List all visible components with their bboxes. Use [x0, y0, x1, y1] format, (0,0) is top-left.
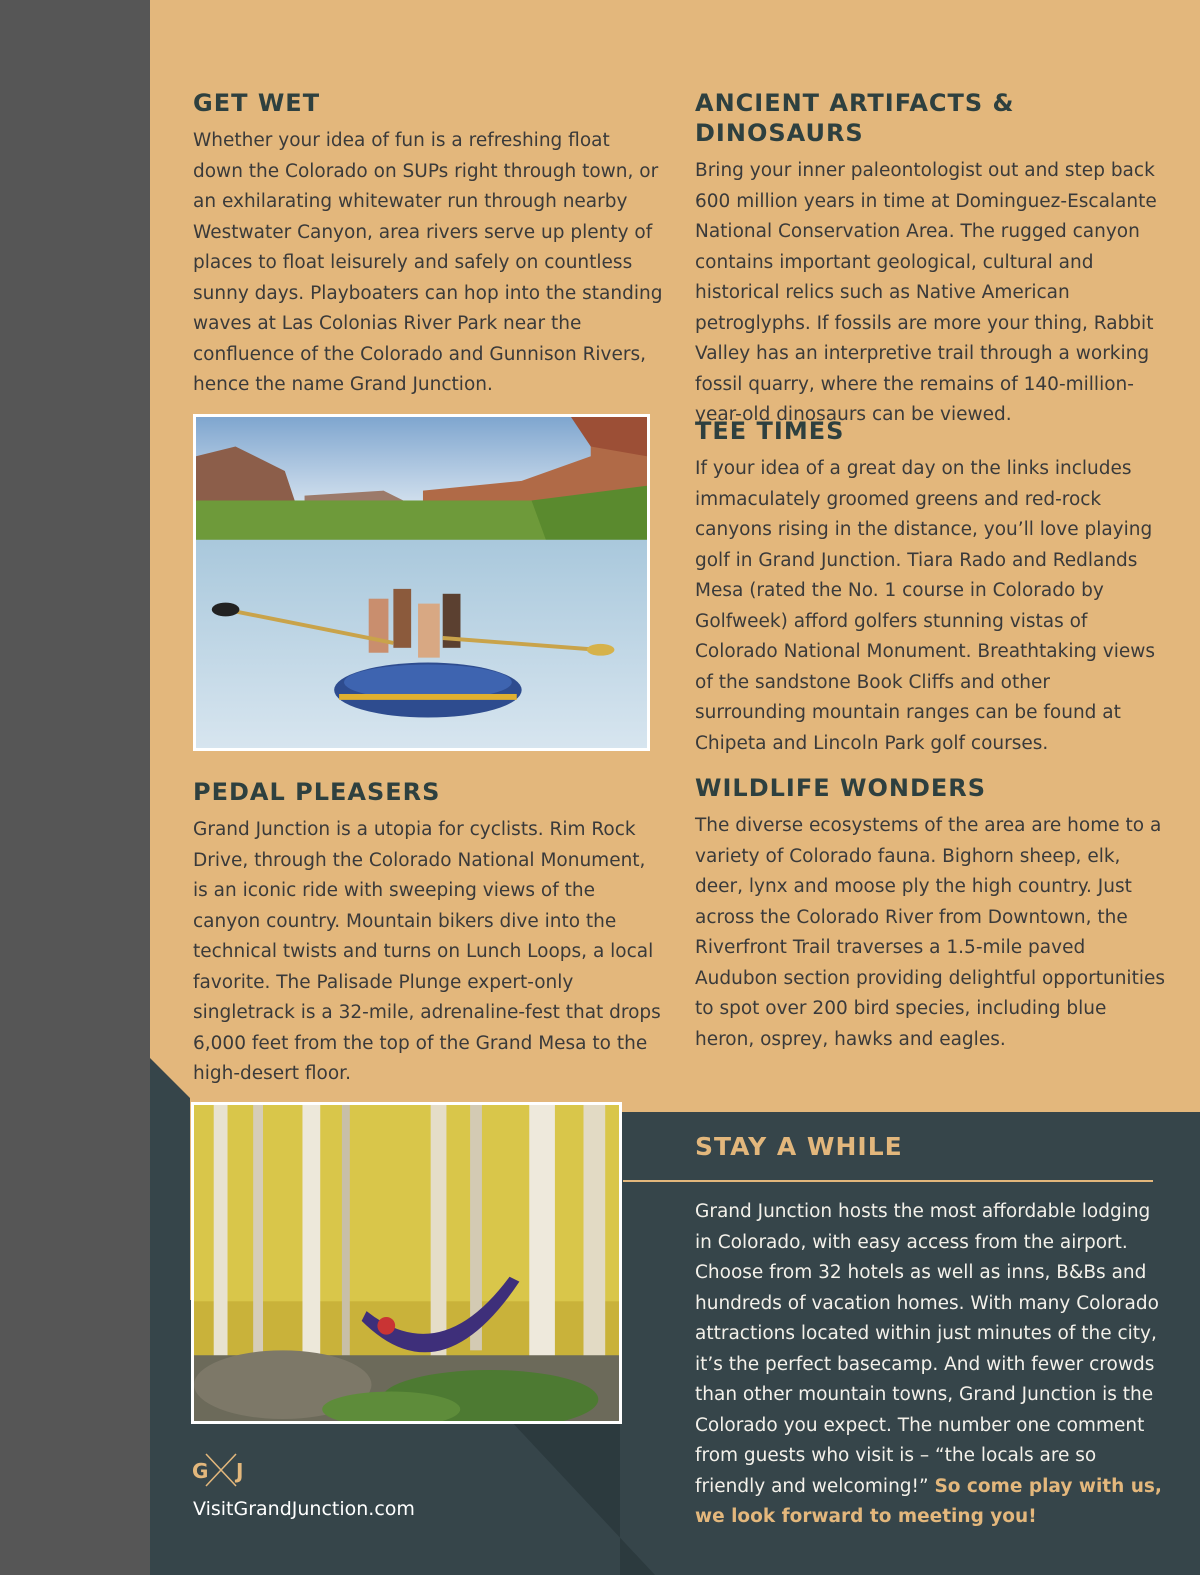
stay-a-while-body — [695, 1197, 1165, 1533]
wildlife-wonders-heading: WILDLIFE WONDERS — [695, 774, 987, 802]
tee-times-heading: TEE TIMES — [695, 417, 845, 445]
pedal-pleasers-heading: PEDAL PLEASERS — [193, 778, 441, 806]
section-tee-times — [695, 416, 1165, 759]
ancient-artifacts-heading: ANCIENT ARTIFACTS & DINOSAURS — [695, 89, 1015, 147]
ancient-artifacts-body: Bring your inner paleontologist out and step back 600 million years in time at Dominguez-Escalante National Conservation Area. The rugged canyon contains important geological, cultural and historical relics such as Native American petroglyphs. If fossils are more your thing, Rabbit Valley has an interpretive trail through a working fossil quarry, where the remains of 140-million-year-old dinosaurs can be viewed. — [695, 160, 1157, 425]
stay-body-text: Grand Junction hosts the most affordable lodging in Colorado, with easy access from the airport. Choose from 32 hotels as well as inns, B&Bs and hundreds of vacation homes. With many Colorado attractions located within just minutes of the city, it’s the perfect basecamp. And with fewer crowds than other mountain towns, Grand Junction is the Colorado you expect. The number one comment from guests who visit is – “the locals are so friendly and welcoming!” — [695, 1201, 1159, 1497]
gj-logo-icon — [192, 1450, 250, 1490]
stay-a-while-heading: STAY A WHILE — [695, 1132, 903, 1161]
brochure-page — [150, 0, 1200, 1575]
river-rafting-photo — [193, 414, 650, 751]
logo-letter-j: J — [236, 1459, 244, 1483]
get-wet-heading: GET WET — [193, 89, 321, 117]
section-get-wet — [193, 88, 663, 401]
stay-highlight-text: So come play with us, we look forward to meeting you! — [695, 1475, 1162, 1527]
pedal-pleasers-body: Grand Junction is a utopia for cyclists. Rim Rock Drive, through the Colorado National Monument, is an iconic ride with sweeping views of the canyon country. Mountain bikers dive into the technical twists and turns on Lunch Loops, a local favorite. The Palisade Plunge expert-only singletrack is a 32-mile, adrenaline-fest that drops 6,000 feet from the top of the Grand Mesa to the high-desert floor. — [193, 819, 661, 1084]
get-wet-body: Whether your idea of fun is a refreshing float down the Colorado on SUPs right through town, or an exhilarating whitewater run through nearby Westwater Canyon, area rivers serve up plenty of places to float leisurely and safely on countless sunny days. Playboaters can hop into the standing waves at Las Colonias River Park near the confluence of the Colorado and Gunnison Rivers, hence the name Grand Junction. — [193, 130, 663, 395]
website-url[interactable]: VisitGrandJunction.com — [193, 1498, 415, 1520]
tee-times-body: If your idea of a great day on the links includes immaculately groomed greens and red-rock canyons rising in the distance, you’ll love playing golf in Grand Junction. Tiara Rado and Redlands Mesa (rated the No. 1 course in Colorado by Golfweek) afford golfers stunning vistas of Colorado National Monument. Breathtaking views of the sandstone Book Cliffs and other surrounding mountain ranges can be found at Chipeta and Lincoln Park golf courses. — [695, 458, 1156, 754]
stay-divider — [623, 1180, 1153, 1182]
section-pedal-pleasers — [193, 777, 663, 1090]
section-wildlife-wonders — [695, 773, 1165, 1055]
wildlife-wonders-body: The diverse ecosystems of the area are home to a variety of Colorado fauna. Bighorn sheep, elk, deer, lynx and moose ply the high country. Just across the Colorado River from Downtown, the Riverfront Trail traverses a 1.5-mile paved Audubon section providing delightful opportunities to spot over 200 bird species, including blue heron, osprey, hawks and eagles. — [695, 815, 1165, 1050]
section-ancient-artifacts — [695, 88, 1165, 431]
logo-letter-g: G — [192, 1459, 209, 1483]
aspen-hammock-photo — [191, 1102, 622, 1424]
